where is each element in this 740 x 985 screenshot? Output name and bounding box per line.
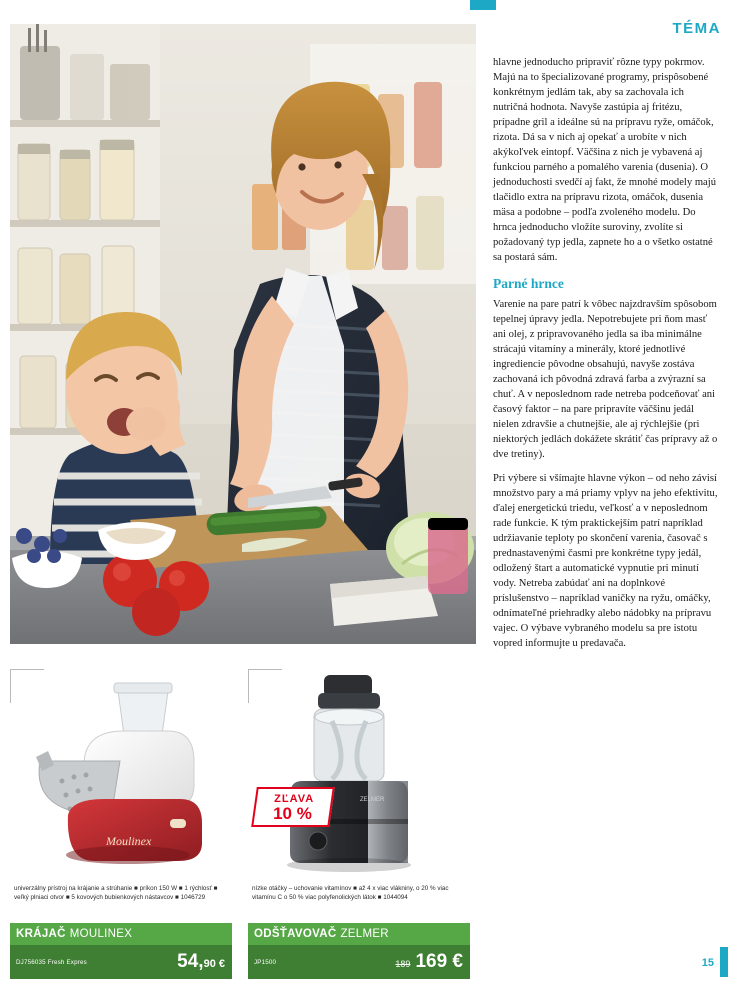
right-column [493,20,721,660]
product-name-bar-zelmer [248,923,470,945]
price-wrap [177,951,225,973]
discount-value: 10 % [272,803,312,823]
article-body [493,55,721,651]
paragraph-3: Pri výbere si všímajte hlavne výkon – od neho závisí množstvo pary a má priamy vplyv na jeho efektivitu, ďalej energetickú triedu, veľkosť a v neposlednom rade funkcie. K tým praktickejším patrí napríklad udržiavanie teploty po skončení varenia, časovač s prednastavenými časmi pre konkrétne typy jedál, odložený štart a automatické vypnutie pri minutí vody. Netreba zabúdať ani na doplnkové príslušenstvo – napríklad vaničky na ryžu, omáčky, odnímateľné priehradky alebo nádobky na prípravu vajec. O výbave vybraného modelu sa pre istotu vopred informujte u predavača. [493,472,718,650]
price-main: 169 € [415,951,463,972]
product-name: ODŠŤAVOVAČ [254,928,337,940]
paragraph-intro: hlavne jednoducho pripraviť rôzne typy pokrmov. Majú na to špecializované programy, prispôsobené konkrétnym jedlám tak, aby sa zachovala ich nutričná hodnota. Navyše zastúpia aj fritézu, prípadne gril a ideálne sú na prípravu ryže, omáčok, rizota. Dá sa v nich aj opekať a urobíte v nich akýkoľvek eintopf. Väčšina z nich je vybavená aj funkciou parného a pomalého varenia (dusenia). O jednoduchosti svedčí aj fakt, že mnohé modely majú tlačidlo extra na prípravu rizota, omáčok, dusenia mäsa a podobne – podľa zvoleného modelu. Do hrnca jednoducho vložíte suroviny, zvolíte si požadovaný typ jedla, zapnete ho a o všetko ostatné sa postará sám. [493,57,716,264]
product-name-bar-moulinex [10,923,232,945]
product-offers [10,669,476,979]
product-card-zelmer[interactable] [248,669,470,979]
product-image-moulinex [10,669,232,884]
corner-mark [10,669,44,703]
svg-text:Moulinex: Moulinex [106,834,152,848]
page-accent-tick [720,947,728,977]
product-price-bar-moulinex [10,945,232,979]
section-title: TÉMA [672,20,721,37]
paragraph-2: Varenie na pare patrí k vôbec najzdravším spôsobom tepelnej úpravy jedla. Nepotrebujete pri ňom masť ani olej, z pripravovaného jedla sa iba minimálne strácajú vitamíny a minerály, ktoré jednotlivé ingrediencie pôvodne obsahujú, navyše zostáva zachovaná ich pôvodná zdravá farba a zvýrazní sa chuť. A v neposlednom rade netreba podceňovať ani časový faktor – na pare pripravíte väčšinu jedál nielen zdravšie a chutnejšie, ale aj rýchlejšie (pri niektorých jedlách dokážete skrátiť čas prípravy až o dve tretiny). [493,298,718,460]
price-wrap [395,951,463,973]
product-image-zelmer [248,669,470,884]
discount-label: ZĽAVA [274,792,315,805]
price-old: 189 [395,959,411,969]
product-code: DJ756035 Fresh Expres [16,958,87,966]
product-name: KRÁJAČ [16,928,66,940]
svg-text:ZELMER: ZELMER [360,797,385,803]
product-code: JP1500 [254,958,277,966]
discount-badge [251,787,335,827]
page-number: 15 [701,957,714,969]
left-column [10,24,476,972]
product-brand: ZELMER [340,928,389,940]
product-spec-moulinex: univerzálny prístroj na krájanie a strúhanie ■ príkon 150 W ■ 1 rýchlosť ■ veľký plniaci otvor ■ 5 kovových bubienkových nástavcov ■ 1046729 [14,885,218,902]
lifestyle-photo [10,24,476,644]
subheading: Parné hrnce [493,276,564,292]
price-main: 54, [177,951,204,972]
price-cents: 90 € [203,958,225,970]
corner-mark [248,669,282,703]
product-card-moulinex[interactable] [10,669,232,979]
top-accent-tick [470,0,496,10]
product-price-bar-zelmer [248,945,470,979]
product-brand: MOULINEX [69,928,133,940]
product-spec-zelmer: nízke otáčky – uchovanie vitamínov ■ až 4 x viac vlákniny, o 20 % viac vitamínu C o 50 % viac polyfenolických látok ■ 1044094 [252,885,449,902]
